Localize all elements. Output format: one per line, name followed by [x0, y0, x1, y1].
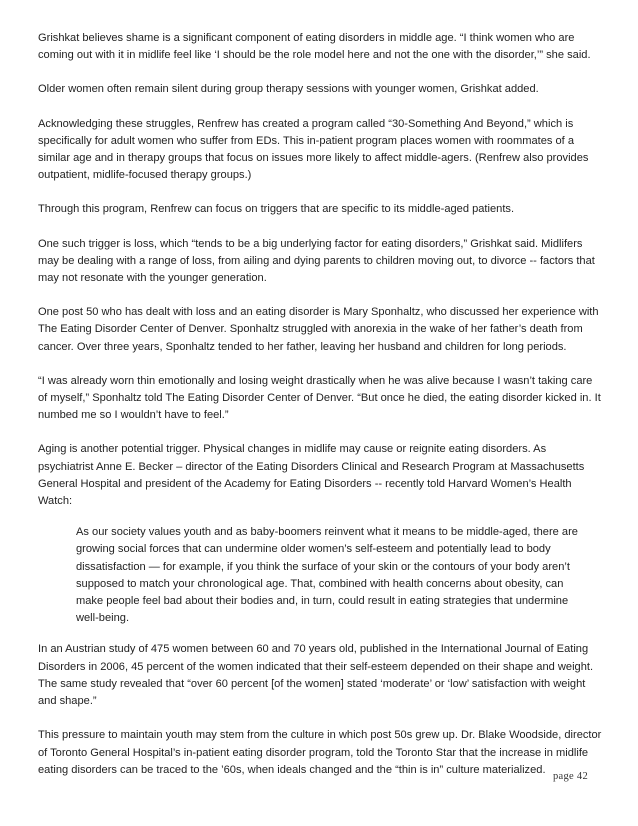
paragraph-austrian-study: In an Austrian study of 475 women between 60 and 70 years old, published in the International Journal of Eating Disorders in 2006, 45 percent of the women indicated that their self-esteem depended on their shape and weight. The same study revealed that “over 60 percent [of the women] stated ‘moderate’ or ‘low’ satisfaction with weight and shape.”: [38, 643, 594, 708]
paragraph-sponhaltz-quote: “I was already worn thin emotionally and losing weight drastically when he was alive because I wasn’t taking care of myself,” Sponhaltz told The Eating Disorder Center of Denver. “But once he died, the eating disorder kicked in. It numbed me so I wouldn’t have to feel.”: [38, 374, 601, 422]
block-quote-becker: As our society values youth and as baby-boomers reinvent what it means to be middle-aged, there are growing social forces that can undermine older women’s self-esteem and potentially lead to body dissatisfaction — for example, if you think the surface of your skin or the contours of your body aren’t supposed to match your chronological age. That, combined with health concerns about obesity, can make people feel bad about their bodies and, in turn, could result in eating strategies that undermine well-being.: [76, 526, 578, 625]
paragraph-loss: One such trigger is loss, which “tends to be a big underlying factor for eating disorders,” Grishkat said. Midlifers may be dealing with a range of loss, from ailing and dying parents to children moving out, to divorce -- factors that may not resonate with the younger generation.: [38, 237, 595, 285]
paragraph-aging: Aging is another potential trigger. Physical changes in midlife may cause or reignite eating disorders. As psychiatrist Anne E. Becker – director of the Eating Disorders Clinical and Research Program at Massachusetts General Hospital and president of the Academy for Eating Disorders -- recently told Harvard Women’s Health Watch:: [38, 443, 585, 508]
paragraph-culture: This pressure to maintain youth may stem from the culture in which post 50s grew up. Dr. Blake Woodside, director of Toronto General Hospital’s in-patient eating disorder program, told the Toronto Star that the increase in midlife eating disorders can be traced to the ’60s, when ideals changed and the “thin is in” culture materialized.: [38, 729, 602, 776]
article-body: [38, 30, 602, 796]
paragraph-triggers: Through this program, Renfrew can focus on triggers that are specific to its middle-aged patients.: [38, 203, 515, 216]
paragraph-sponhaltz: One post 50 who has dealt with loss and an eating disorder is Mary Sponhaltz, who discussed her experience with The Eating Disorder Center of Denver. Sponhaltz struggled with anorexia in the wake of her father’s death from cancer. Over three years, Sponhaltz tended to her father, leaving her husband and children for long periods.: [38, 306, 599, 353]
page-number: page 42: [552, 771, 588, 782]
paragraph-group-therapy: Older women often remain silent during group therapy sessions with younger women, Grishkat added.: [38, 83, 539, 96]
paragraph-shame: Grishkat believes shame is a significant component of eating disorders in middle age. “I think women who are coming out with it in midlife feel like ‘I should be the role model here and not the one with the disorder,’” she said.: [38, 32, 591, 62]
paragraph-renfrew-program: Acknowledging these struggles, Renfrew has created a program called “30-Something And Beyond,” which is specifically for adult women who suffer from EDs. This in-patient program places women with roommates of a similar age and in therapy groups that focus on issues more likely to affect middle-agers. (Renfrew also provides outpatient, midlife-focused therapy groups.): [38, 117, 589, 182]
